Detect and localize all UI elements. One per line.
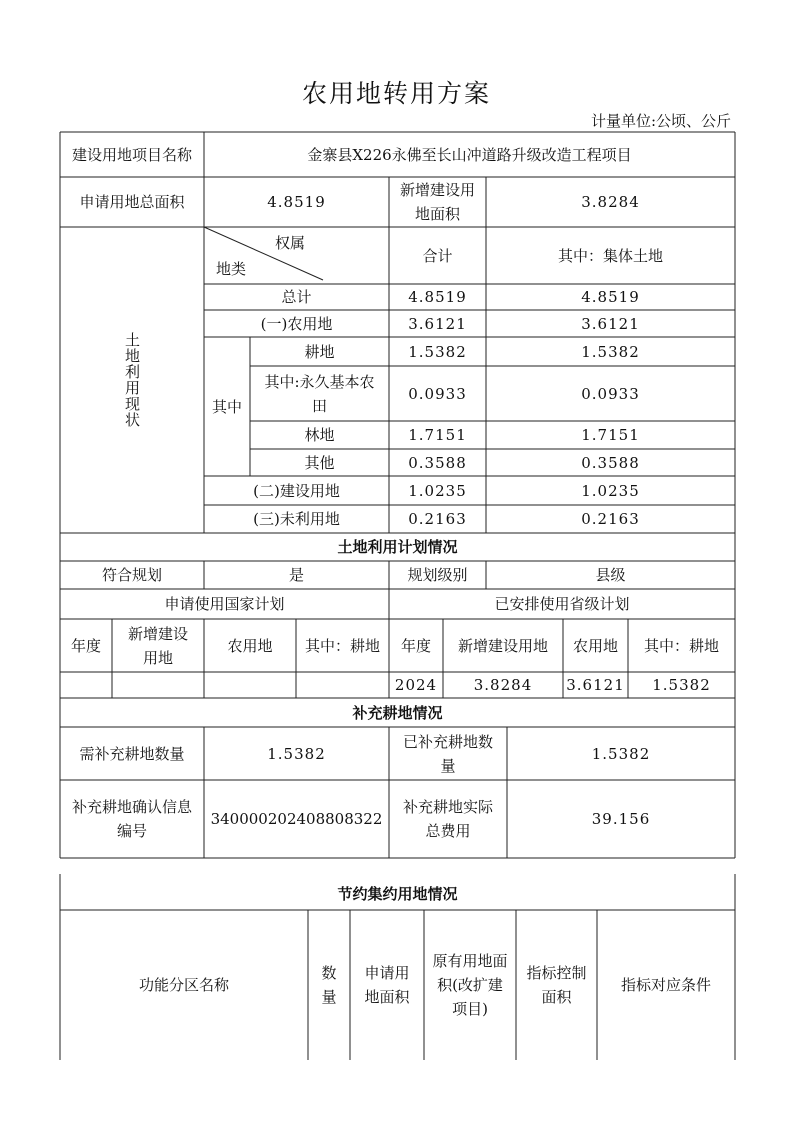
row-label-permanent-farmland: 其中:永久基本农田 bbox=[264, 372, 375, 415]
row-total-forest: 1.7151 bbox=[408, 426, 467, 444]
new-construction-area-value: 3.8284 bbox=[581, 193, 640, 211]
done-supplement-label: 已补充耕地数量 bbox=[402, 732, 493, 775]
provincial-cultivated-value: 1.5382 bbox=[652, 676, 711, 694]
page-title: 农用地转用方案 bbox=[301, 79, 491, 108]
supplement-section-title: 补充耕地情况 bbox=[352, 703, 443, 722]
total-area-value: 4.8519 bbox=[267, 193, 326, 211]
provincial-year-value: 2024 bbox=[394, 676, 438, 694]
row-label-cultivated: 耕地 bbox=[304, 342, 335, 361]
row-total-construction: 1.0235 bbox=[408, 481, 467, 500]
row-collective-other: 0.3588 bbox=[581, 453, 640, 472]
new-construction-area-label: 新增建设用地面积 bbox=[399, 181, 475, 223]
land-status-section-label: 土地利用现状 bbox=[123, 332, 141, 428]
row-collective-cultivated: 1.5382 bbox=[581, 342, 640, 361]
provincial-farmland-header: 农用地 bbox=[572, 636, 618, 655]
row-collective-permanent-farmland: 0.0933 bbox=[581, 384, 640, 403]
header-control-area: 指标控制面积 bbox=[526, 964, 587, 1006]
actual-cost-label: 补充耕地实际总费用 bbox=[402, 798, 493, 840]
conform-plan-label: 符合规划 bbox=[101, 566, 162, 584]
row-label-unused: (三)未利用地 bbox=[253, 510, 340, 528]
unit-note: 计量单位:公顷、公斤 bbox=[590, 112, 731, 130]
project-name-value: 金寨县X226永佛至长山冲道路升级改造工程项目 bbox=[307, 145, 632, 164]
intensive-section-title: 节约集约用地情况 bbox=[337, 885, 458, 903]
provincial-year-header: 年度 bbox=[400, 636, 431, 655]
row-total-cultivated: 1.5382 bbox=[408, 342, 467, 361]
row-total-unused: 0.2163 bbox=[408, 510, 467, 528]
sub-group-label: 其中 bbox=[211, 397, 242, 416]
national-new-construction-header: 新增建设用地 bbox=[127, 624, 188, 667]
confirmation-code-value: 340000202408808322 bbox=[210, 810, 383, 828]
row-collective-agricultural: 3.6121 bbox=[581, 314, 640, 333]
provincial-new-value: 3.8284 bbox=[473, 676, 533, 694]
row-label-construction: (二)建设用地 bbox=[253, 481, 340, 500]
provincial-farmland-value: 3.6121 bbox=[566, 676, 625, 694]
header-total: 合计 bbox=[422, 246, 453, 265]
total-area-label: 申请用地总面积 bbox=[79, 193, 185, 211]
conform-plan-value: 是 bbox=[288, 566, 304, 584]
row-collective-unused: 0.2163 bbox=[581, 510, 640, 528]
provincial-new-construction-header: 新增建设用地 bbox=[457, 636, 548, 655]
need-supplement-value: 1.5382 bbox=[267, 744, 326, 763]
national-year-header: 年度 bbox=[70, 636, 101, 655]
need-supplement-label: 需补充耕地数量 bbox=[79, 744, 185, 763]
row-collective-construction: 1.0235 bbox=[581, 481, 640, 500]
row-total-permanent-farmland: 0.0933 bbox=[408, 384, 467, 403]
row-label-grand-total: 总计 bbox=[281, 288, 312, 306]
header-original-area: 原有用地面积(改扩建项目) bbox=[432, 952, 508, 1018]
project-name-label: 建设用地项目名称 bbox=[71, 145, 192, 164]
actual-cost-value: 39.156 bbox=[591, 810, 651, 828]
plan-section-title: 土地利用计划情况 bbox=[337, 538, 458, 556]
row-label-agricultural: (一)农用地 bbox=[260, 314, 333, 333]
plan-level-value: 县级 bbox=[595, 566, 626, 584]
national-plan-label: 申请使用国家计划 bbox=[164, 595, 285, 613]
provincial-cultivated-header: 其中：耕地 bbox=[643, 636, 719, 655]
national-farmland-header: 农用地 bbox=[227, 636, 273, 655]
done-supplement-value: 1.5382 bbox=[591, 744, 651, 763]
header-ownership: 权属 bbox=[274, 234, 305, 252]
header-function-zone: 功能分区名称 bbox=[138, 976, 229, 994]
row-total-other: 0.3588 bbox=[408, 453, 467, 472]
header-land-type: 地类 bbox=[215, 260, 246, 278]
row-label-other: 其他 bbox=[304, 453, 335, 472]
header-collective: 其中：集体土地 bbox=[557, 246, 663, 265]
row-collective-grand-total: 4.8519 bbox=[581, 288, 640, 306]
plan-level-label: 规划级别 bbox=[407, 566, 468, 584]
row-label-forest: 林地 bbox=[304, 426, 335, 444]
header-quantity: 数量 bbox=[321, 964, 337, 1006]
row-collective-forest: 1.7151 bbox=[581, 426, 640, 444]
provincial-plan-label: 已安排使用省级计划 bbox=[494, 595, 630, 613]
national-cultivated-header: 其中：耕地 bbox=[304, 636, 380, 655]
header-conditions: 指标对应条件 bbox=[620, 976, 711, 994]
row-total-agricultural: 3.6121 bbox=[408, 314, 467, 333]
confirmation-code-label: 补充耕地确认信息编号 bbox=[71, 798, 192, 840]
header-applied-area: 申请用地面积 bbox=[364, 964, 410, 1006]
row-total-grand-total: 4.8519 bbox=[408, 288, 467, 306]
